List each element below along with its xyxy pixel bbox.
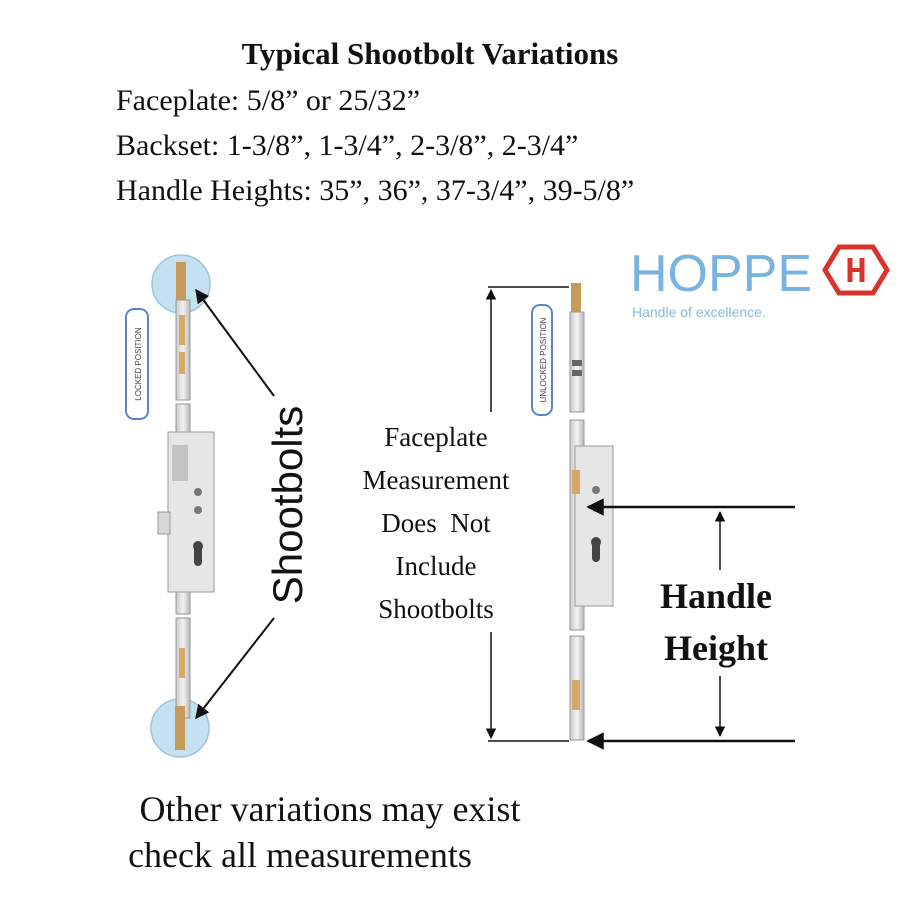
handle-height-label — [616, 570, 816, 674]
faceplate-spec: Faceplate: 5/8” or 25/32” — [116, 84, 421, 117]
hoppe-logo-tagline: Handle of excellence. — [632, 304, 766, 320]
locked-position-text: LOCKED POSITION — [134, 327, 143, 401]
footer-note-line2: check all measurements — [128, 835, 472, 875]
backset-spec: Backset: 1-3/8”, 1-3/4”, 2-3/8”, 2-3/4” — [116, 129, 579, 162]
bottom-shootbolt — [175, 706, 185, 750]
note-line: Shootbolts — [378, 594, 494, 624]
hoppe-logo-wordmark: HOPPE — [630, 245, 813, 303]
faceplate-note — [346, 416, 526, 631]
left-lock-assembly — [126, 255, 274, 757]
note-line: Include — [395, 551, 477, 581]
handle-heights-spec: Handle Heights: 35”, 36”, 37-3/4”, 39-5/8” — [116, 174, 635, 207]
right-lock-case — [575, 446, 613, 606]
handle-height-line: Height — [664, 628, 768, 668]
page-title: Typical Shootbolt Variations — [241, 36, 619, 71]
note-line: Faceplate — [384, 422, 488, 452]
note-line: Does Not — [381, 508, 491, 538]
handle-height-line: Handle — [659, 576, 773, 616]
shootbolts-label: Shootbolts — [264, 405, 311, 605]
note-line: Measurement — [362, 465, 510, 495]
unlocked-position-text: UNLOCKED POSITION — [539, 317, 548, 403]
footer-note-line1: Other variations may exist — [139, 789, 521, 829]
